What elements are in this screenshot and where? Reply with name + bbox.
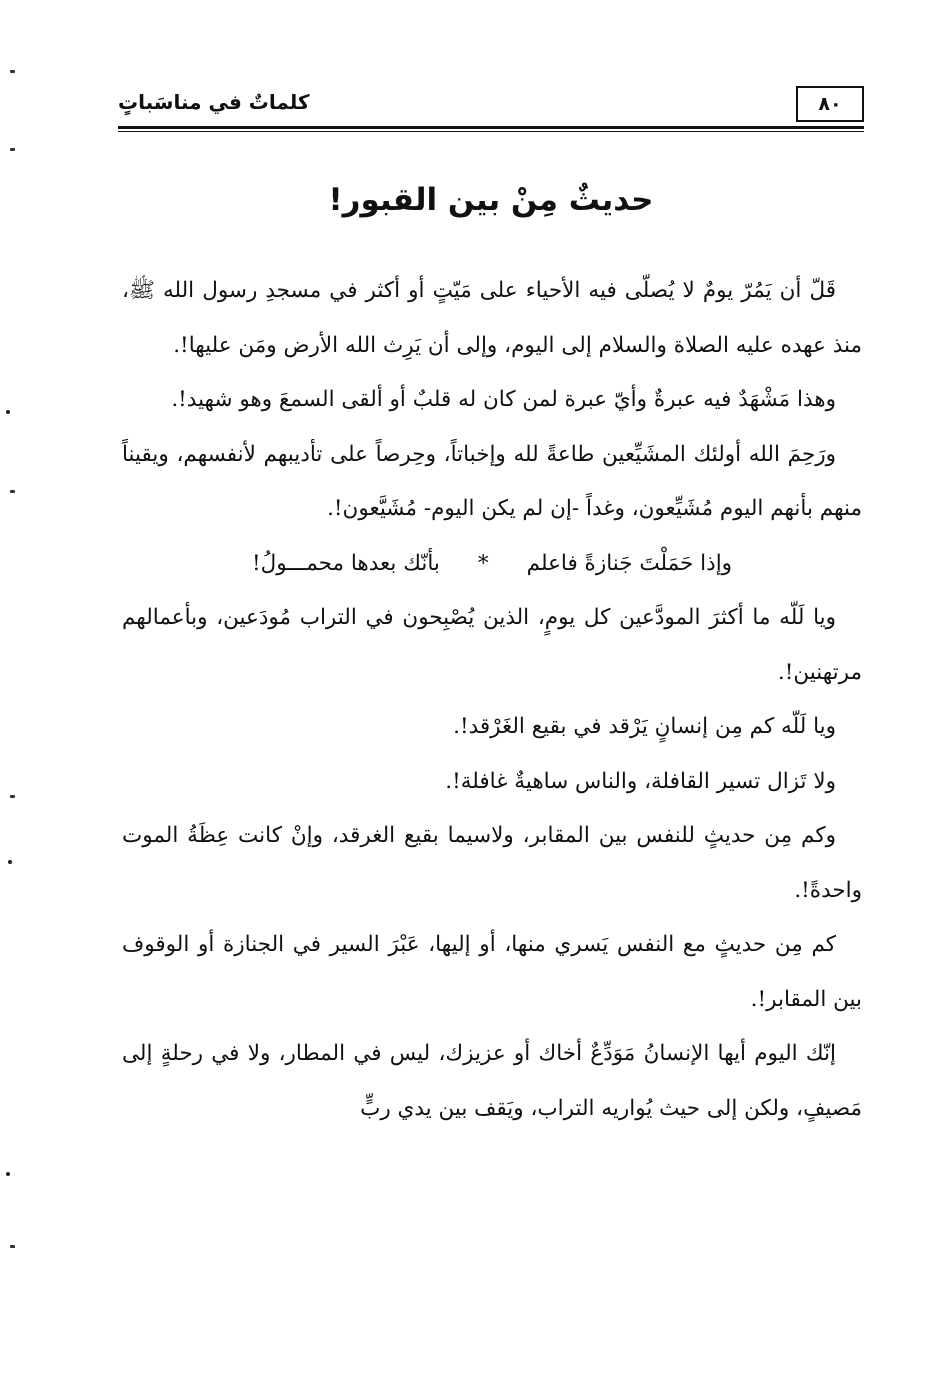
margin-dot bbox=[6, 1172, 10, 1176]
paragraph: كم مِن حديثٍ مع النفس يَسري منها، أو إليها، عَبْرَ السير في الجنازة أو الوقوف بين المقابر!. bbox=[122, 932, 862, 1012]
paragraph: وهذا مَشْهَدٌ فيه عبرةٌ وأيّ عبرة لمن كان له قلبٌ أو ألقى السمعَ وهو شهيد!. bbox=[171, 387, 836, 412]
paragraph: ويا لَلّه ما أكثرَ المودَّعين كل يومٍ، الذين يُصْبِحون في التراب مُودَعين، وبأعمالهم مرتهنين!. bbox=[122, 605, 862, 685]
verse-separator: * bbox=[477, 550, 489, 576]
margin-mark bbox=[10, 1245, 15, 1248]
verse-first-hemistich: وإذا حَمَلْتَ جَنازةً فاعلم bbox=[526, 550, 733, 576]
header-rule-thick bbox=[118, 126, 864, 129]
margin-dot bbox=[8, 860, 12, 864]
verse-second-hemistich: بأنّك بعدها محمـــولُ! bbox=[251, 550, 440, 576]
paragraph: إنّك اليوم أيها الإنسانُ مَوَدِّعٌ أخاك أو عزيزك، ليس في المطار، ولا في رحلةٍ إلى مَصيفٍ، ولكن إلى حيث يُواريه التراب، ويَقف بين يدي ربٍّ bbox=[122, 1041, 862, 1121]
running-title: كلماتٌ في مناسَباتٍ bbox=[118, 90, 310, 114]
paragraph: ولا تَزال تسير القافلة، والناس ساهيةٌ غافلة!. bbox=[445, 768, 836, 794]
paragraph: ويا لَلّه كم مِن إنسانٍ يَرْقد في بقيع الغَرْقد!. bbox=[453, 714, 836, 739]
margin-mark bbox=[10, 795, 15, 798]
page-header bbox=[118, 86, 864, 126]
poetry-verse bbox=[122, 537, 862, 592]
chapter-title: حديثٌ مِنْ بين القبور! bbox=[328, 182, 654, 218]
header-rule-thin bbox=[118, 131, 864, 132]
body-text bbox=[122, 264, 862, 1136]
margin-dot bbox=[6, 410, 10, 414]
paragraph: قَلّ أن يَمُرّ يومٌ لا يُصلّى فيه الأحياء على مَيّتٍ أو أكثر في مسجدِ رسول الله ﷺ، منذ عهده عليه الصلاة والسلام إلى اليوم، وإلى أن يَرِث الله الأرض ومَن عليها!. bbox=[122, 278, 862, 358]
margin-mark bbox=[10, 148, 15, 151]
paragraph: وكم مِن حديثٍ للنفس بين المقابر، ولاسيما بقيع الغرقد، وإنْ كانت عِظَةُ الموت واحدةً!. bbox=[122, 823, 862, 903]
margin-mark bbox=[10, 70, 15, 73]
margin-mark bbox=[10, 490, 15, 493]
paragraph: ورَحِمَ الله أولئك المشَيِّعين طاعةً لله وإخباتاً، وحِرصاً على تأديبهم لأنفسهم، ويقيناً منهم بأنهم اليوم مُشَيِّعون، وغداً -إن لم يكن اليوم- مُشَيَّعون!. bbox=[122, 441, 862, 521]
page-number-box: ٨٠ bbox=[796, 86, 864, 122]
